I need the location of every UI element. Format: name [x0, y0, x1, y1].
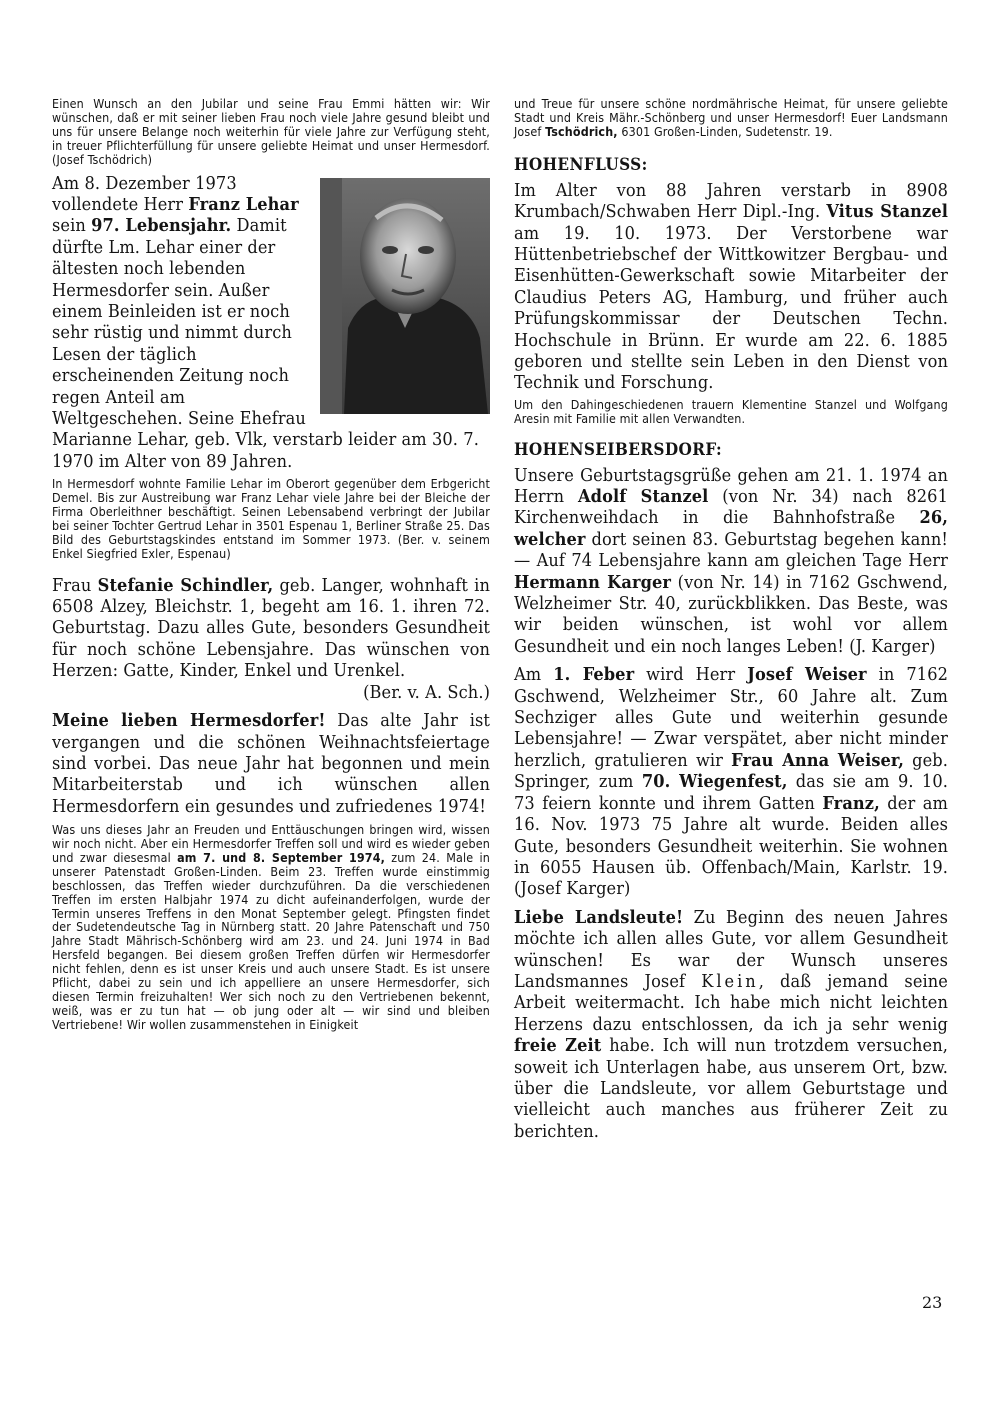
- lehar-detail-paragraph: In Hermesdorf wohnte Familie Lehar im Oberort gegenüber dem Erbgericht Demel. Bis zur Austreibung war Franz Lehar viele Jahre bei der Bleiche der Firma Oberleithner beschäftigt. Seinen Lebensabend verbringt der Jubilar bei seiner Tochter Gertrud Lehar in 3501 Espenau 1, Berliner Straße 25. Das Bild des Geburtstagskindes entstand im Sommer 1973. (Ber. v. seinem Enkel Siegfried Exler, Espenau): [52, 476, 490, 561]
- landsleute-text-1: Zu Beginn des neuen Jahres möchte ich allen alles Gute, vor allem Gesundheit wünschen! Es war der Wunsch unseres Landsmannes Josef: [514, 906, 948, 992]
- stanzel-name: Vitus Stanzel: [826, 201, 948, 223]
- landsleute-text-2: , daß jemand seine Arbeit weitermacht. Ich habe mich nicht leichten Herzens dazu entschlossen, da ich ja sehr wenig: [514, 970, 948, 1035]
- lehar-article: [52, 173, 490, 473]
- weiser-text-2: wird Herr: [634, 664, 748, 686]
- weiser-name-2: Frau Anna Weiser,: [731, 749, 904, 771]
- landsleute-bold: freie Zeit: [514, 1035, 602, 1057]
- landsleute-lead: Liebe Landsleute!: [514, 906, 684, 928]
- weiser-date: 1. Feber: [553, 664, 635, 686]
- schindler-signature: (Ber. v. A. Sch.): [363, 681, 490, 703]
- lehar-age: 97. Lebensjahr.: [91, 215, 232, 237]
- mourning-paragraph: Um den Dahingeschiedenen trauern Klementine Stanzel und Wolfgang Aresin mit Familie mit allen Verwandten.: [514, 396, 948, 426]
- stanzel-paragraph: [514, 180, 948, 394]
- meeting-text-2: zum 24. Male in unserer Patenstadt Großen-Linden. Beim 23. Treffen wurde einstimmig beschlossen, das Treffen wieder durchzuführen. Da die verschiedenen Treffen im ersten Halbjahr 1974 zu dicht aufeinanderfolgen, wurde der Termin unseres Treffens in den Monat September gelegt. Pfingsten findet der Sudetendeutsche Tag in Nürnberg statt. 20 Jahre Patenschaft und 750 Jahre Stadt Mährisch-Schönberg wird am 23. und 24. Juni 1974 in Bad Hersfeld begangen. Bei diesem großen Treffen dürfen wir Hermesdorfer nicht fehlen, denn es ist unser Kreis und auch unsere Stadt. Es ist unsere Pflicht, dabei zu sein und ich appelliere an unsere Hermesdorfer, sich diesen Termin freizuhalten! Wer sich noch zu den Vertriebenen bekennt, weiß, was er zu tun hat — ob jung oder alt — wir sind und bleiben Vertriebene! Wir wollen zusammenstehen in Einigkeit: [52, 849, 490, 1032]
- birthdays-text-2: (von Nr. 34) nach 8261 Kirchenweihdach in die Bahnhofstraße: [514, 486, 948, 529]
- weiser-name-3: Franz,: [822, 792, 880, 814]
- birthdays-text-1: Unsere Geburtstagsgrüße gehen am 21. 1. 1974 an Herrn: [514, 464, 948, 507]
- right-column: [514, 97, 948, 1142]
- weiser-text-1: Am: [514, 664, 554, 686]
- wish-paragraph: Einen Wunsch an den Jubilar und seine Frau Emmi hätten wir: Wir wünschen, daß er mit seiner lieben Frau noch viele Jahre gesund bleibt und uns für unsere Belange noch weiterhin für viele Jahre zur Verfügung steht, in treuer Pflichterfüllung für unsere geliebte Heimat und unser Hermesdorf. (Josef Tschödrich): [52, 96, 490, 167]
- schindler-paragraph: [52, 575, 490, 682]
- weiser-text-4: geb. Springer, zum: [514, 749, 948, 793]
- lehar-text-3: Damit dürfte Lm. Lehar einer der ältesten noch lebenden Hermesdorfer sein. Außer einem Beinleiden ist er noch sehr rüstig und nimmt durch Lesen der täglich erscheinenden Zeitung noch regen Anteil am Weltgeschehen. Seine Ehefrau Marianne Lehar, geb. Vlk, verstarb leider am 30. 7. 1970 im Alter von 89 Jahren.: [52, 215, 479, 472]
- stanzel-text-1: Im Alter von 88 Jahren verstarb in 8908 Krumbach/Schwaben Herr Dipl.-Ing.: [514, 179, 948, 223]
- birthdays-name-1: Adolf Stanzel: [577, 486, 709, 507]
- landsleute-text-3: habe. Ich will nun trotzdem versuchen, soweit ich Unterlagen habe, aus unserem Ort, bzw. über die Landsleute, vor allem Geburtstage und vielleicht auch manches aus früherer Zeit zu berichten.: [514, 1035, 948, 1142]
- lehar-name: Franz Lehar: [188, 193, 299, 215]
- continued-name: Tschödrich,: [545, 123, 618, 139]
- greeting-paragraph: [52, 710, 490, 817]
- portrait-photo: [320, 178, 490, 414]
- continued-paragraph: [514, 97, 948, 139]
- weiser-name-1: Josef Weiser: [747, 664, 867, 686]
- lehar-text-2: sein: [52, 215, 92, 237]
- birthdays-bold-2: 26, welcher: [514, 507, 948, 550]
- birthdays-name-3: Hermann Karger: [514, 571, 672, 593]
- weiser-text-6: der am 16. Nov. 1973 75 Jahre alt wurde. Beiden alles Gute, besonders Gesundheit weiterhin. Sie wohnen in 6055 Hausen üb. Offenbach/Main, Karlstr. 19. (Josef Karger): [514, 792, 948, 900]
- lehar-text-1: Am 8. Dezember 1973 vollendete Herr: [52, 172, 237, 215]
- heading-hohenfluss: HOHENFLUSS:: [514, 154, 648, 175]
- stanzel-text-2: am 19. 10. 1973. Der Verstorbene war Hüttenbetriebschef der Wittkowitzer Bergbau- und Eisenhütten-Gewerkschaft sowie Mitarbeiter der Claudius Peters AG, Hamburg, und früher auch Prüfungskommissar der Deutschen Techn. Hochschule in Brünn. Er wurde am 22. 6. 1885 geboren und stellte sein Leben in den Dienst von Technik und Forschung.: [514, 222, 948, 394]
- weiser-text-3: in 7162 Gschwend, Welzheimer Str., 60 Jahre alt. Zum Sechziger alles Gute und weiterhin gesunde Lebensjahre! — Zwar verspätet, aber nicht minder herzlich, gratulieren wir: [514, 664, 949, 771]
- left-column: [52, 97, 490, 1032]
- page-number: 23: [922, 1293, 943, 1312]
- schindler-text-2: geb. Langer, wohnhaft in 6508 Alzey, Bleichstr. 1, begeht am 16. 1. ihren 72. Geburtstag. Dazu alles Gute, besonders Gesundheit für noch schöne Lebensjahre. Das wünschen von Herzen: Gatte, Kinder, Enkel und Urenkel.: [52, 574, 490, 682]
- weiser-paragraph: [514, 664, 948, 899]
- birthdays-paragraph: [514, 465, 948, 658]
- meeting-paragraph: [52, 823, 490, 1032]
- birthdays-text-4: (von Nr. 14) in 7162 Gschwend, Welzheimer Str. 40, zurückblikken. Das Beste, was wir beiden wünschen, ist wohl vor allem Gesundheit und ein noch langes Leben! (J. Karger): [514, 571, 948, 657]
- meeting-text-1: Was uns dieses Jahr an Freuden und Enttäuschungen bringen wird, wissen wir noch nicht. Aber ein Hermesdorfer Treffen soll und wird es wieder geben und zwar diesesmal: [52, 822, 490, 865]
- schindler-text-1: Frau: [52, 574, 98, 596]
- birthdays-text-3: dort seinen 83. Geburtstag begehen kann! — Auf 74 Lebensjahre kann am gleichen Tage Herr: [514, 528, 948, 572]
- continued-text-1: und Treue für unsere schöne nordmährische Heimat, für unsere geliebte Stadt und Kreis Mähr.-Schönberg und unser Hermesdorf! Euer Landsmann Josef: [514, 96, 948, 139]
- schindler-name: Stefanie Schindler,: [97, 574, 274, 596]
- landsleute-paragraph: [514, 907, 948, 1142]
- greeting-lead: Meine lieben Hermesdorfer!: [52, 710, 326, 732]
- weiser-age: 70. Wiegenfest,: [641, 771, 788, 793]
- weiser-text-5: das sie am 9. 10. 73 feiern konnte und ihrem Gatten: [514, 771, 948, 814]
- heading-hohenseibersdorf: HOHENSEIBERSDORF:: [514, 439, 723, 460]
- meeting-date: am 7. und 8. September 1974,: [177, 849, 386, 865]
- landsleute-klein: Klein: [701, 970, 759, 992]
- portrait-image: [320, 178, 490, 414]
- greeting-text: Das alte Jahr ist vergangen und die schönen Weihnachtsfeiertage sind vorbei. Das neue Jahr hat begonnen und mein Mitarbeiterstab und ich wünschen allen Hermesdorfern ein gesundes und zufriedenes 1974!: [52, 710, 491, 817]
- continued-text-2: 6301 Großen-Linden, Sudetenstr. 19.: [617, 123, 833, 139]
